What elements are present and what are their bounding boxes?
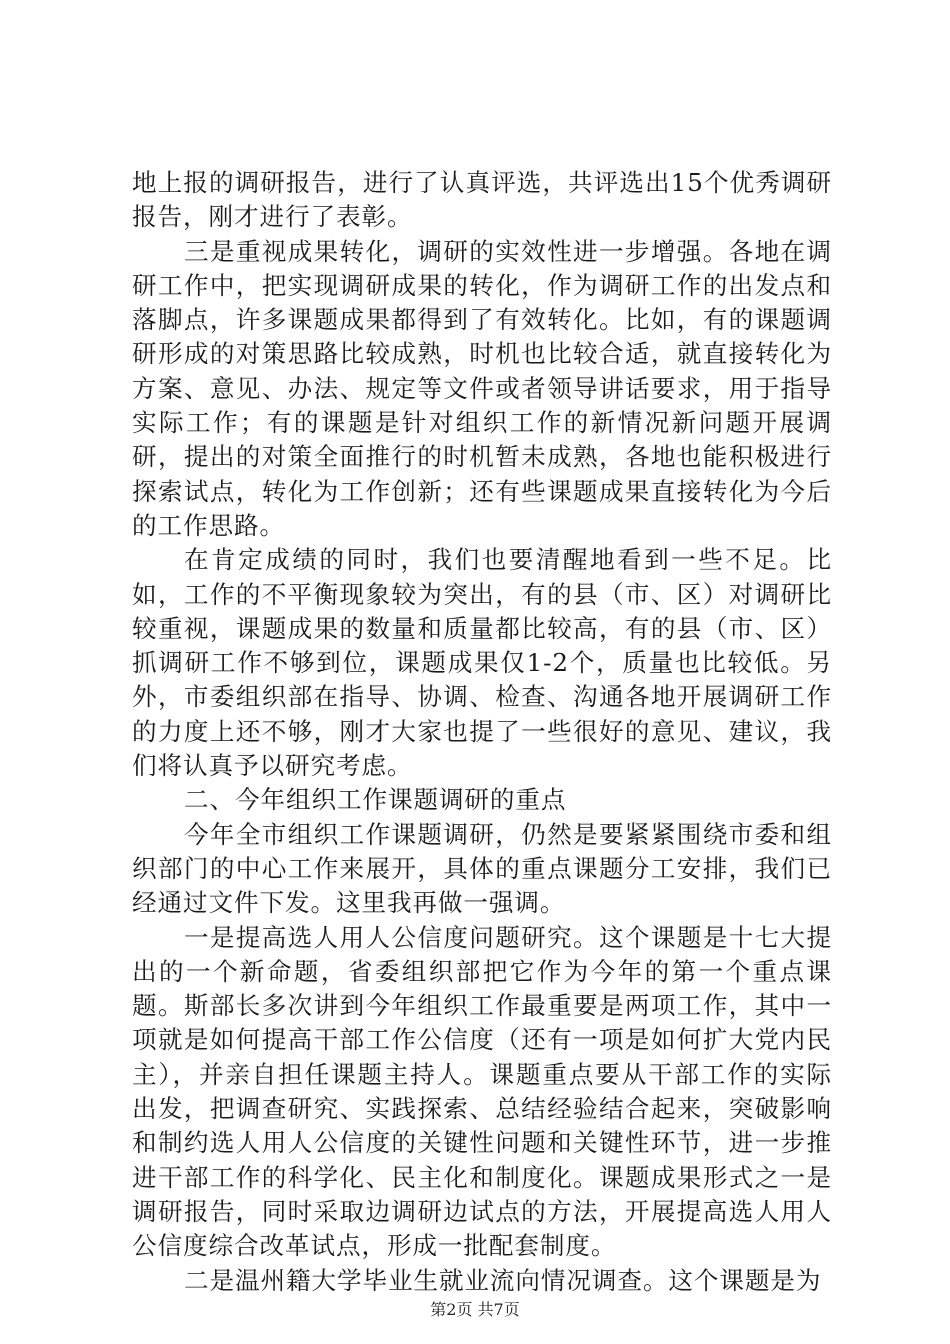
paragraph-3: 在肯定成绩的同时，我们也要清醒地看到一些不足。比如，工作的不平衡现象较为突出，有的县（市、区）对调研比较重视，课题成果的数量和质量都比较高，有的县（市、区）抓调研工作不够到位，课题成果仅1-2个，质量也比较低。另外，市委组织部在指导、协调、检查、沟通各地开展调研工作的力度上还不够，刚才大家也提了一些很好的意见、建议，我们将认真予以研究考虑。 [132, 545, 832, 781]
paragraph-2: 三是重视成果转化，调研的实效性进一步增强。各地在调研工作中，把实现调研成果的转化，作为调研工作的出发点和落脚点，许多课题成果都得到了有效转化。比如，有的课题调研形成的对策思路比较成熟，时机也比较合适，就直接转化为方案、意见、办法、规定等文件或者领导讲话要求，用于指导实际工作；有的课题是针对组织工作的新情况新问题开展调研，提出的对策全面推行的时机暂未成熟，各地也能积极进行探索试点，转化为工作创新；还有些课题成果直接转化为今后的工作思路。 [132, 236, 832, 540]
paragraph-6: 一是提高选人用人公信度问题研究。这个课题是十七大提出的一个新命题，省委组织部把它作为今年的第一个重点课题。斯部长多次讲到今年组织工作最重要是两项工作，其中一项就是如何提高干部工作公信度（还有一项是如何扩大党内民主），并亲自担任课题主持人。课题重点要从干部工作的实际出发，把调查研究、实践探索、总结经验结合起来，突破影响和制约选人用人公信度的关键性问题和关键性环节，进一步推进干部工作的科学化、民主化和制度化。课题成果形式之一是调研报告，同时采取边调研边试点的方法，开展提高选人用人公信度综合改革试点，形成一批配套制度。 [132, 922, 832, 1261]
paragraph-1: 地上报的调研报告，进行了认真评选，共评选出15个优秀调研报告，刚才进行了表彰。 [132, 168, 832, 232]
section-heading: 二、今年组织工作课题调研的重点 [184, 785, 567, 815]
paragraph-7: 二是温州籍大学毕业生就业流向情况调查。这个课题是为 [184, 1265, 822, 1295]
paragraph-5: 今年全市组织工作课题调研，仍然是要紧紧围绕市委和组织部门的中心工作来展开，具体的重点课题分工安排，我们已经通过文件下发。这里我再做一强调。 [132, 819, 832, 918]
document-body [132, 166, 832, 1298]
page-number-footer: 第2页 共7页 [430, 1300, 520, 1319]
